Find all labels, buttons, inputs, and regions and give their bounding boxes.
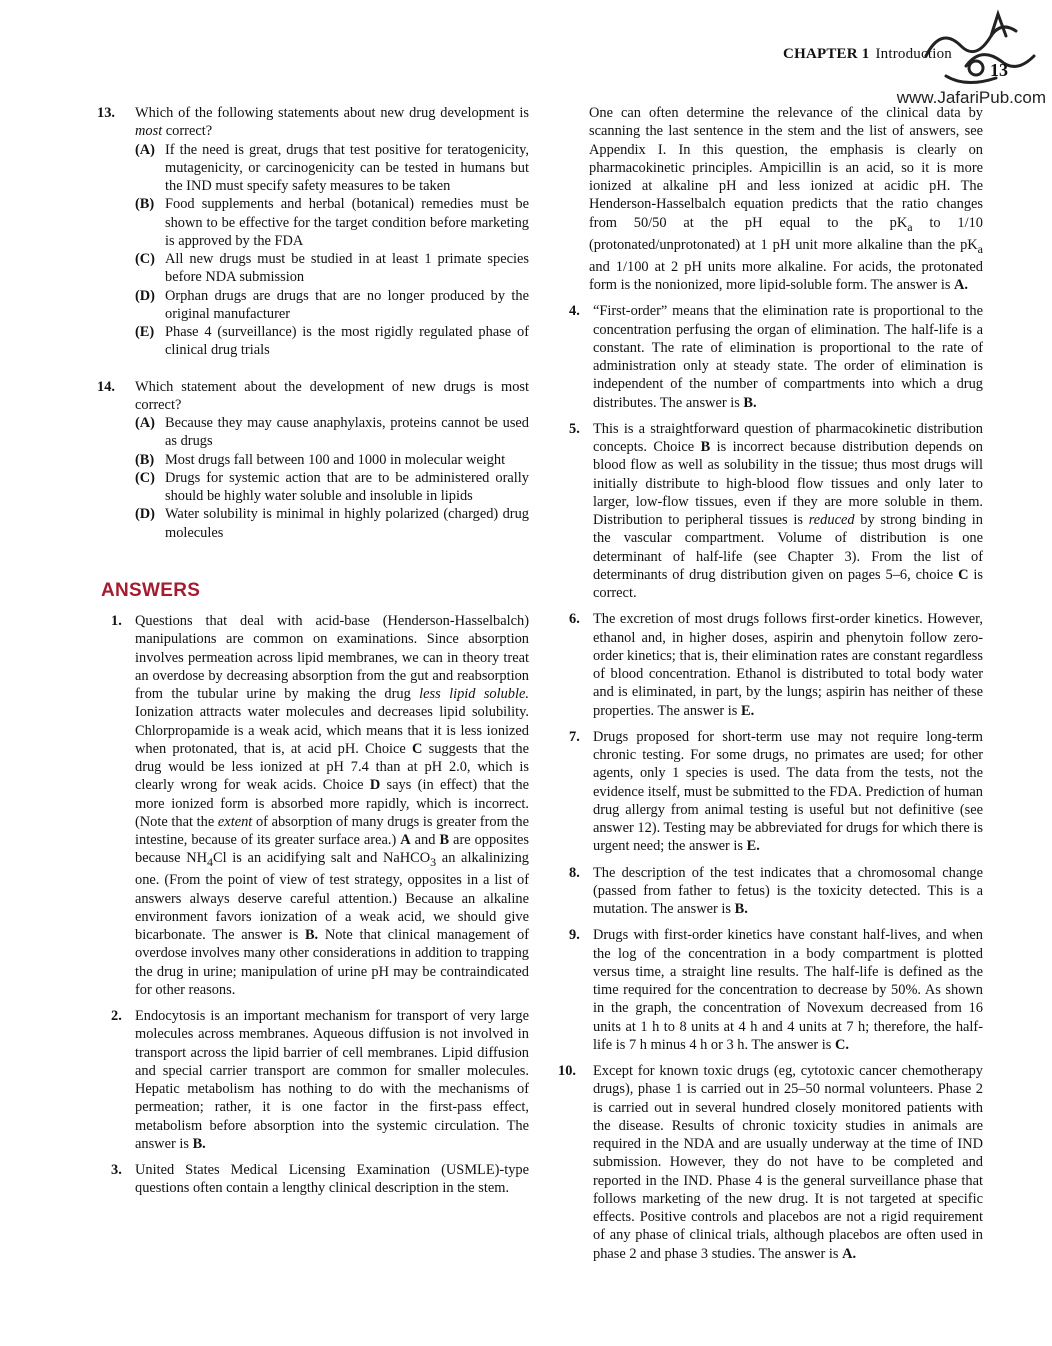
answer-text: Endocytosis is an important mechanism for transport of very large molecules across membranes. Aqueous diffusion is not involved in transport across the lipid barrier of cell membranes. Lipid diffusion and special carrier transport are common for smaller molecules. Hepatic metabolism has nothing to do with the mechanisms of permeation; rather, it is one factor in the first-pass effect, metabolism before absorption into the systemic circulation. The answer is B.: [135, 1008, 529, 1152]
option-c: (C) All new drugs must be studied in at least 1 primate species before NDA submission: [135, 251, 529, 286]
question-13: [97, 104, 529, 360]
question-stem: Which of the following statements about new drug development is most correct?: [135, 105, 529, 140]
publisher-logo-icon: [906, 6, 1046, 96]
answer-text: The description of the test indicates that a chromosomal change (passed from father to fetus) is the toxicity detected. This is a mutation. The answer is B.: [593, 864, 983, 917]
answer-5: 5. This is a straightforward question of pharmacokinetic distribution concepts. Choice B is incorrect because distribution depends on blood flow as well as solubility in the tissue; thus most drugs will initially distribute to high-blood flow tissues and only later to larger, low-flow tissues, even if they are more soluble in them. Distribution to peripheral tissues is reduced by strong binding in the vascular compartment. Volume of distribution is one determinant of half-life (see Chapter 3). From the list of determinants of drug distribution given on pages 5–6, choice C is correct.: [569, 420, 984, 601]
option-d: (D) Water solubility is minimal in highly polarized (charged) drug molecules: [135, 506, 529, 541]
option-c: (C) Drugs for systemic action that are to be administered orally should be highly water soluble and insoluble in lipids: [135, 469, 529, 504]
option-b: (B) Food supplements and herbal (botanical) remedies must be shown to be effective for the target condition before marketing is approved by the FDA: [135, 196, 529, 249]
answer-text: Questions that deal with acid-base (Henderson-Hasselbalch) manipulations are common on examinations. Since absorption involves permeation across lipid membranes, we can in theory treat an overdose by decreasing absorption from the gut and reabsorption from the tubular urine by making the drug less lipid soluble. Ionization attracts water molecules and decreases lipid solubility. Chlorpropamide is a weak acid, which means that it is less ionized when protonated, that is, at acid pH. Choice C suggests that the drug would be less ionized at pH 7.4 than at pH 2.0, which is clearly wrong for weak acids. Choice D says (in effect) that the more ionized form is absorbed more rapidly, which is incorrect. (Note that the extent of absorption of many drugs is greater from the intestine, because of its greater surface area.) A and B are opposites because $NH_4Cl$ is an acidifying salt and NaHCO$_3$ an alkalinizing one. (From the point of view of test strategy, opposites in a list of answers always deserve careful attention.) Because an alkaline environment favors ionization of a weak acid, we should give bicarbonate. The answer is B. Note that clinical management of overdose involves many other considerations in addition to trapping the drug in urine; manipulation of urine pH may be contraindicated for other reasons.: [135, 613, 530, 998]
answer-9: 9. Drugs with first-order kinetics have constant half-lives, and when the log of the concentration in a body compartment is plotted versus time, a straight line results. The half-life is defined as the time required for the concentration to decrease by 50%. As shown in the graph, the concentration of Novexum decreased from 16 units at 1 h to 8 units at 4 h and 4 units at 7 h; therefore, the half-life is 7 h minus 4 h or 3 h. The answer is C.: [569, 927, 983, 1053]
answer-text: “First-order” means that the elimination rate is proportional to the concentration perfusing the organ of elimination. The half-life is a constant. The rate of elimination is proportional to the rate of administration only at steady state. The order of elimination is independent of the number of compartments into which a drug distributes. The answer is B.: [593, 303, 983, 411]
answer-text: Drugs proposed for short-term use may not require long-term chronic testing. For some drugs, no primates are used; for other agents, only 1 species is used. The data from the tests, not the evidence itself, must be submitted to the FDA. Prediction of human drug allergy from animal testing is useful but not definitive (see answer 12). Testing may be abbreviated for drugs for which there is urgent need; the answer is E.: [593, 728, 983, 855]
right-column: [555, 104, 983, 1271]
answer-3-continued: One can often determine the relevance of the clinical data by scanning the last sentence in the stem and the list of answers, see Appendix I. In this question, the emphasis is clearly on pharmacokinetic principles. Ampicillin is an acid, so it is more ionized at alkaline pH and less ionized at acidic pH. The Henderson-Hasselbalch equation predicts that the ratio changes from 50/50 at the pH equal to the $pK_a$ to 1/10 (protonated/unprotonated) at 1 pH unit more alkaline than the $pK_a$ and 1/100 at 2 pH units more alkaline. For acids, the protonated form is the nonionized, more lipid-soluble form. The answer is A.: [589, 105, 983, 293]
answer-6: 6. The excretion of most drugs follows first-order kinetics. However, ethanol and, in higher doses, aspirin and phenytoin follow zero-order kinetics; that is, their elimination rates are constant regardless of blood concentration. Ethanol is distributed to total body water and is eliminated, in part, by the lungs; aspirin has neither of these properties. The answer is E.: [569, 611, 983, 719]
question-number: 13.: [97, 105, 115, 121]
question-stem: Which statement about the development of new drugs is most correct?: [135, 378, 529, 413]
answer-text: Except for known toxic drugs (eg, cytotoxic cancer chemotherapy drugs), phase 1 is carried out in 25–50 normal volunteers. Phase 2 is carried out in several hundred closely monitored patients with the disease. Results of chronic toxicity studies in animals are required in the NDA and are usually underway at the time of IND submission. However, they do not have to be completed and reported in the IND. Phase 4 is the general surveillance phase that follows marketing of the new drug. It is not targeted at specific effects. Positive controls and placebos are not a rigid requirement of any phase of clinical trials, although placebos are often used in phase 2 and phase 3 studies. The answer is A.: [593, 1063, 983, 1262]
watermark-text: www.JafariPub.com: [896, 88, 1046, 107]
answer-3: 3. United States Medical Licensing Examination (USMLE)-type questions often contain a lengthy clinical description in the stem.: [111, 1162, 529, 1197]
option-e: (E) Phase 4 (surveillance) is the most rigidly regulated phase of clinical drug trials: [135, 324, 529, 359]
answer-text: United States Medical Licensing Examination (USMLE)-type questions often contain a lengthy clinical description in the stem.: [135, 1162, 529, 1197]
chapter-label: CHAPTER 1: [783, 46, 870, 62]
answer-7: 7. Drugs proposed for short-term use may not require long-term chronic testing. For some drugs, no primates are used; for other agents, only 1 species is used. The data from the tests, not the evidence itself, must be submitted to the FDA. Prediction of human drug allergy from animal testing is useful but not definitive (see answer 12). Testing may be abbreviated for drugs for which there is urgent need; the answer is E.: [569, 728, 983, 855]
section-label: Introduction: [875, 46, 952, 62]
answer-4: 4. “First-order” means that the elimination rate is proportional to the concentration perfusing the organ of elimination. The half-life is a constant. The rate of elimination is proportional to the rate of administration only at steady state. The order of elimination is independent of the number of compartments into which a drug distributes. The answer is B.: [569, 303, 983, 411]
option-b: (B) Most drugs fall between 100 and 1000 in molecular weight: [135, 451, 506, 468]
answer-10: 10. Except for known toxic drugs (eg, cytotoxic cancer chemotherapy drugs), phase 1 is carried out in 25–50 normal volunteers. Phase 2 is carried out in several hundred closely monitored patients with the disease. Results of chronic toxicity studies in animals are required in the NDA and are usually underway at the time of IND submission. However, they do not have to be completed and reported in the IND. Phase 4 is the general surveillance phase that follows marketing of the new drug. It is not targeted at specific effects. Positive controls and placebos are not a rigid requirement of any phase of clinical trials, although placebos are often used in phase 2 and phase 3 studies. The answer is A.: [558, 1063, 983, 1262]
option-d: (D) Orphan drugs are drugs that are no longer produced by the original manufacturer: [135, 287, 529, 322]
answers-heading: ANSWERS: [101, 579, 201, 601]
answer-text: This is a straightforward question of pharmacokinetic distribution concepts. Choice B is incorrect because distribution depends on blood flow as well as solubility in the tissue; thus most drugs will initially distribute to high-blood flow tissues and only later to larger, low-flow tissues, even if they are more soluble in them. Distribution to peripheral tissues is reduced by strong binding in the vascular compartment. Volume of distribution is one determinant of half-life (see Chapter 3). From the list of determinants of drug distribution given on pages 5–6, choice C is correct.: [593, 420, 984, 601]
question-14: [97, 378, 529, 542]
option-a: (A) If the need is great, drugs that test positive for teratogenicity, mutagenicity, or carcinogenicity can be tested in humans but the IND must specify safety measures to be taken: [135, 141, 529, 194]
answer-8: 8. The description of the test indicates that a chromosomal change (passed from father to fetus) is the toxicity detected. This is a mutation. The answer is B.: [569, 864, 983, 917]
answer-2: 2. Endocytosis is an important mechanism for transport of very large molecules across membranes. Aqueous diffusion is not involved in transport across the lipid barrier of cell membranes. Lipid diffusion and special carrier transport are common for smaller molecules. Hepatic metabolism has nothing to do with the mechanisms of permeation; rather, it is one factor in the first-pass effect, metabolism before absorption into the systemic circulation. The answer is B.: [111, 1008, 529, 1152]
left-column: [97, 104, 529, 1206]
option-a: (A) Because they may cause anaphylaxis, proteins cannot be used as drugs: [135, 415, 529, 450]
question-number: 14.: [97, 378, 115, 395]
answer-1: 1. Questions that deal with acid-base (Henderson-Hasselbalch) manipulations are common on examinations. Since absorption involves permeation across lipid membranes, we can in theory treat an overdose by decreasing absorption from the gut and reabsorption from the tubular urine by making the drug less lipid soluble. Ionization attracts water molecules and decreases lipid solubility. Chlorpropamide is a weak acid, which means that it is less ionized when protonated, that is, at acid pH. Choice C suggests that the drug would be less ionized at pH 7.4 than at pH 2.0, which is clearly wrong for weak acids. Choice D says (in effect) that the more ionized form is absorbed more rapidly, which is incorrect. (Note that the extent of absorption of many drugs is greater from the intestine, because of its greater surface area.) A and B are opposites because $NH_4Cl$ is an acidifying salt and NaHCO$_3$ an alkalinizing one. (From the point of view of test strategy, opposites in a list of answers always deserve careful attention.) Because an alkaline environment favors ionization of a weak acid, we should give bicarbonate. The answer is B. Note that clinical management of overdose involves many other considerations in addition to trapping the drug in urine; manipulation of urine pH may be contraindicated for other reasons.: [111, 613, 530, 998]
answer-text: The excretion of most drugs follows first-order kinetics. However, ethanol and, in higher doses, aspirin and phenytoin follow zero-order kinetics; that is, their elimination rates are constant regardless of blood concentration. Ethanol is distributed to total body water and is eliminated, in part, by the lungs; aspirin has neither of these properties. The answer is E.: [593, 611, 983, 719]
page-number: 13: [990, 60, 1008, 80]
answer-text: Drugs with first-order kinetics have constant half-lives, and when the log of the concentration in a body compartment is plotted versus time, a straight line results. The half-life is defined as the time required for the concentration to decrease by 50%. As shown in the graph, the concentration of Novexum decreased from 16 units at 1 h to 8 units at 4 h and 4 units at 7 h; therefore, the half-life is 7 h minus 4 h or 3 h. The answer is C.: [593, 927, 983, 1053]
